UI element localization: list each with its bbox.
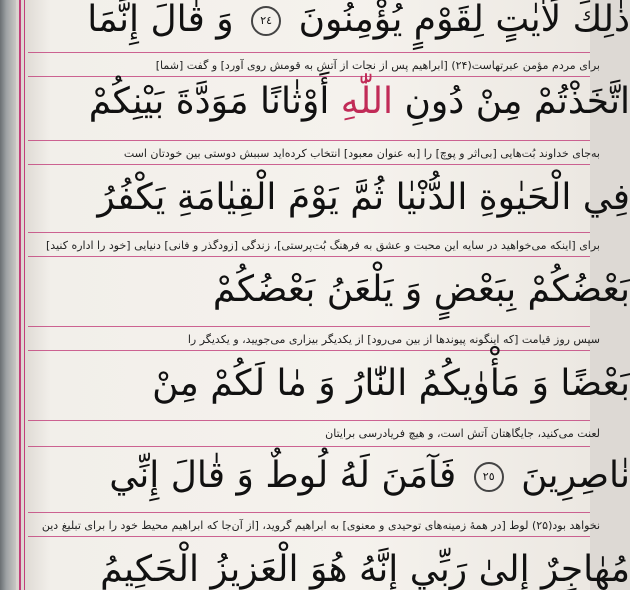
page-border-line: [19, 0, 21, 590]
page-border-line: [24, 0, 25, 590]
verse-text: وَ قٰالَ إِنَّمَا: [87, 0, 234, 40]
line-rule: [28, 76, 590, 77]
verse-line-6: [42, 455, 630, 496]
translation-line-5: لعنت می‌کنید، جایگاهتان آتش است، و هیچ فریادرسی برایتان: [325, 427, 600, 440]
line-rule: [28, 164, 590, 165]
line-rule: [28, 446, 590, 447]
verse-line-1: [42, 2, 630, 38]
verse-text: اتَّخَذْتُمْ مِنْ دُونِ: [404, 81, 630, 122]
translation-line-6: نخواهد بود(۲۵) لوط [در همهٔ زمینه‌های توحیدی و معنوی] به ابراهیم گروید، [از آن‌جا که ابراهیم محیط خود را برای تبلیغ دین: [41, 519, 600, 532]
verse-line-5: بَعْضًا وَ مَأْوٰيكُمُ النّٰارُ وَ مٰا لَكُمْ مِنْ: [152, 363, 630, 404]
verse-line-3: فِي الْحَيٰوةِ الدُّنْيٰا ثُمَّ يَوْمَ الْقِيٰامَةِ يَكْفُرُ: [97, 177, 630, 218]
translation-line-2: به‌جای خداوند بُت‌هایی [بی‌اثر و پوچ] را [به عنوان معبود] انتخاب کرده‌اید سببش دوستی بین خودتان است: [123, 147, 600, 160]
translation-line-4: سپس روز قیامت [که اینگونه پیوندها از بین می‌رود] از یکدیگر بیزاری می‌جویید، و یکدیگر را: [187, 333, 600, 346]
line-rule: [28, 350, 590, 351]
verse-text: أَوْثٰانًا مَوَدَّةَ بَيْنِكُمْ: [88, 81, 330, 122]
line-rule: [28, 232, 590, 233]
line-rule: [28, 256, 590, 257]
book-spine: [0, 0, 16, 590]
quran-page: [16, 0, 630, 590]
line-rule: [28, 512, 590, 513]
verse-text: فَآمَنَ لَهُ لُوطٌ وَ قٰالَ إِنِّي: [109, 455, 457, 496]
line-rule: [28, 52, 590, 53]
verse-line-4: بَعْضُكُمْ بِبَعْضٍ وَ يَلْعَنُ بَعْضُكُمْ: [212, 269, 630, 310]
verse-line-7: مُهٰاجِرٌ إِلىٰ رَبِّي إِنَّهُ هُوَ الْعَزِيزُ الْحَكِيمُ: [100, 549, 630, 590]
line-rule: [28, 140, 590, 141]
verse-text: ذٰلِكَ لَاٰيٰتٍ لِقَوْمٍ يُؤْمِنُونَ: [298, 0, 630, 40]
line-rule: [28, 420, 590, 421]
line-rule: [28, 326, 590, 327]
ayah-number-24: ٢٤: [251, 6, 281, 36]
line-rule: [28, 536, 590, 537]
translation-line-1: برای مردم مؤمن عبرتهاست(۲۴) [ابراهیم پس از نجات از آتش به قومش روی آورد] و گفت [شما]: [155, 59, 600, 72]
ayah-number-25: ٢٥: [474, 462, 504, 492]
verse-line-2: [42, 81, 630, 122]
translation-line-3: برای [اینکه می‌خواهید در سایه این محبت و عشق به فرهنگ بُت‌پرستی]، زندگی [زودگذر و فانی] دنیایی [خود را اداره کنید]: [46, 239, 600, 252]
allah-word: اللّٰهِ: [340, 81, 393, 122]
verse-text: نٰاصِرِينَ: [521, 455, 630, 496]
